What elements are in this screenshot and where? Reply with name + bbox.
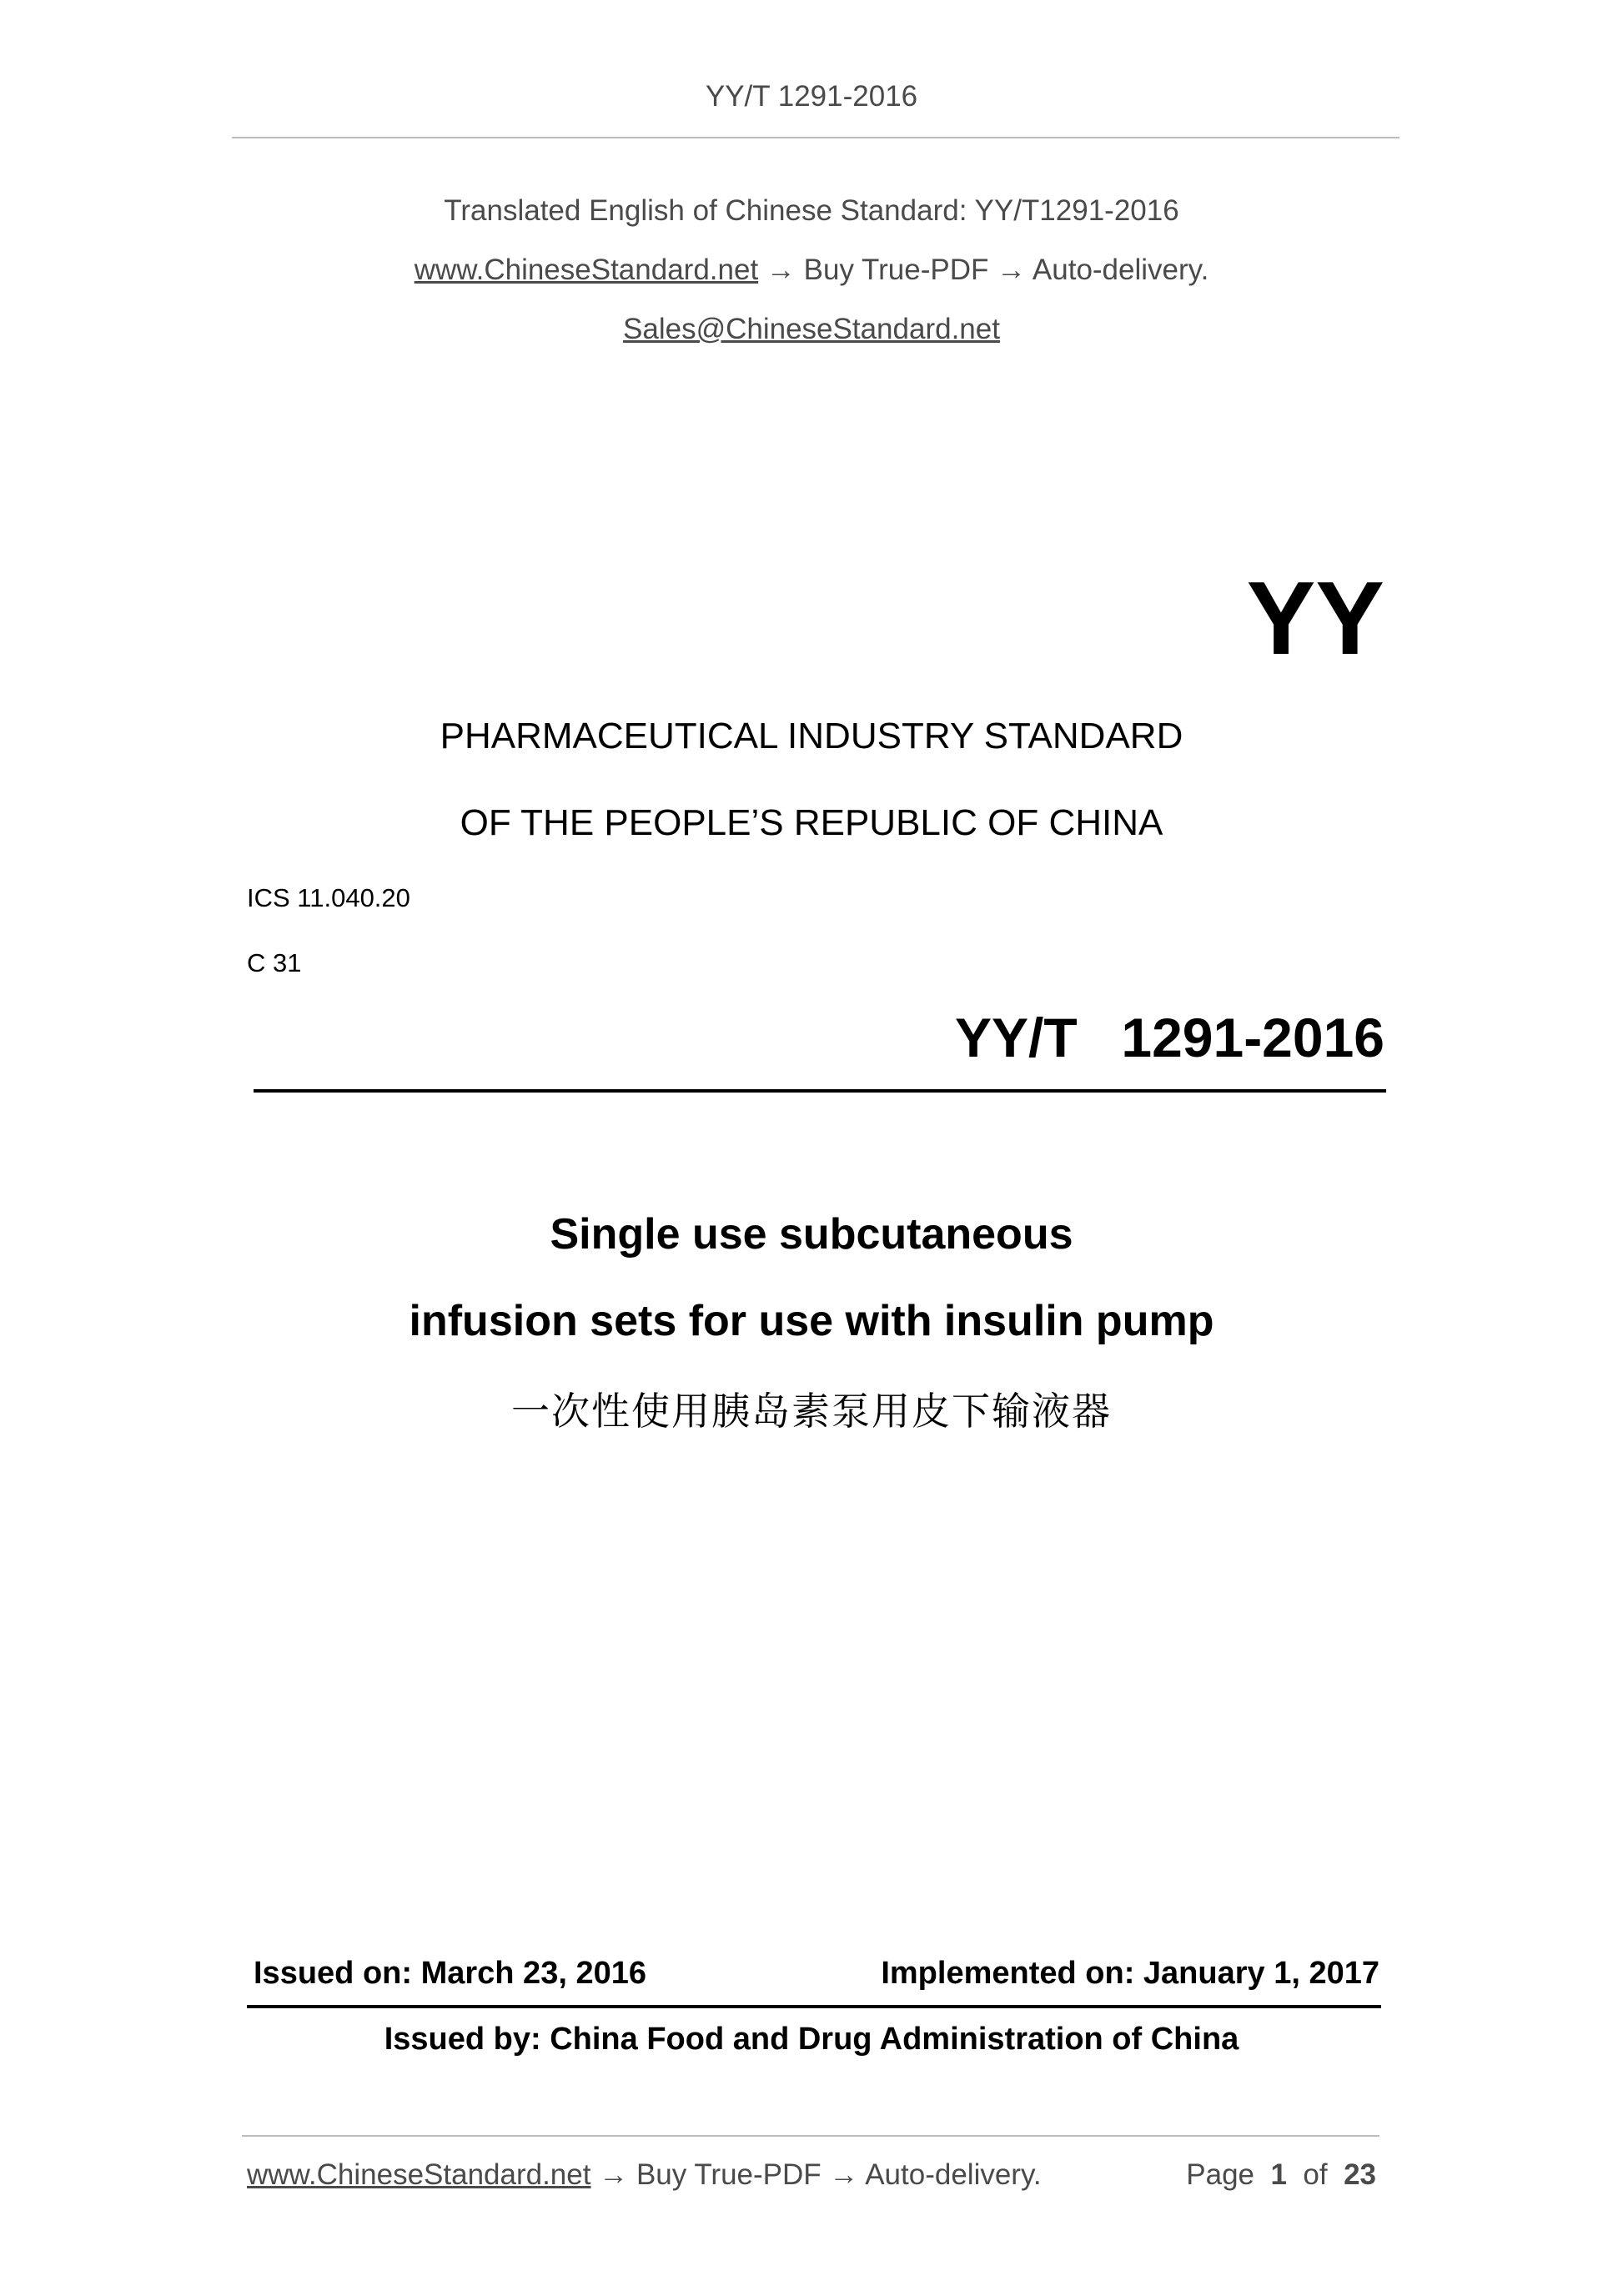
website-link[interactable]: www.ChineseStandard.net [414, 254, 759, 286]
arrow-right-icon: → [997, 254, 1027, 286]
header-divider [232, 137, 1399, 138]
standard-number-divider [254, 1089, 1386, 1093]
sales-email-link[interactable]: Sales@ChineseStandard.net [623, 313, 1000, 345]
footer-buy-text: Buy True-PDF [636, 2158, 822, 2191]
running-header-code: YY/T 1291-2016 [705, 80, 918, 113]
standard-number: YY/T 1291-2016 [955, 1007, 1384, 1068]
ics-code: ICS 11.040.20 [247, 883, 410, 912]
email-line [0, 313, 1623, 346]
ccs-code: C 31 [247, 948, 302, 977]
issued-by: Issued by: China Food and Drug Administration of China [384, 2022, 1239, 2057]
issued-on-date: Issued on: March 23, 2016 [254, 1956, 646, 1991]
page-label: Page [1186, 2158, 1255, 2191]
page-indicator [1186, 2158, 1376, 2192]
document-title-line-2: infusion sets for use with insulin pump [409, 1297, 1214, 1345]
page-total: 23 [1344, 2158, 1376, 2191]
purchase-links-line [0, 254, 1623, 287]
arrow-right-icon: → [766, 254, 796, 286]
of-label: of [1303, 2158, 1328, 2191]
implemented-on-date: Implemented on: January 1, 2017 [881, 1956, 1379, 1991]
arrow-right-icon: → [599, 2158, 629, 2191]
document-title-chinese: 一次性使用胰岛素泵用皮下输液器 [511, 1389, 1112, 1434]
page-number: 1 [1270, 2158, 1287, 2191]
buy-true-pdf-text: Buy True-PDF [803, 254, 989, 286]
auto-delivery-text: Auto-delivery. [1032, 254, 1209, 286]
footer-delivery-text: Auto-delivery. [865, 2158, 1042, 2191]
issuing-body-line-2: OF THE PEOPLE’S REPUBLIC OF CHINA [460, 802, 1163, 843]
arrow-right-icon: → [829, 2158, 859, 2191]
footer-divider [242, 2135, 1379, 2137]
footer-website-link[interactable]: www.ChineseStandard.net [247, 2158, 591, 2191]
standard-prefix-logo: YY [1246, 561, 1384, 676]
dates-divider [247, 2005, 1381, 2008]
issuing-body-line-1: PHARMACEUTICAL INDUSTRY STANDARD [440, 716, 1183, 756]
translation-notice: Translated English of Chinese Standard: YY/T1291-2016 [444, 194, 1179, 227]
footer-purchase-links [247, 2158, 1042, 2192]
document-title-line-1: Single use subcutaneous [550, 1210, 1073, 1259]
